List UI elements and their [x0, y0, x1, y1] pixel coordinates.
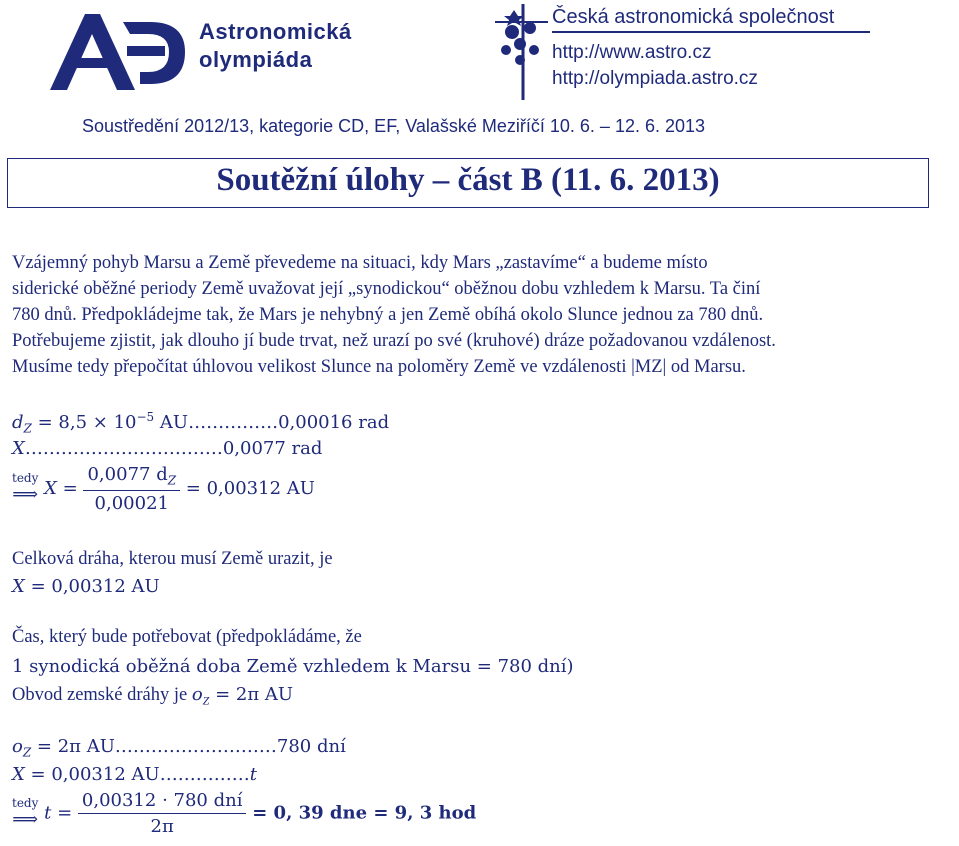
var-x: X: [12, 438, 25, 459]
sub-z: Z: [23, 421, 32, 436]
time-text: Čas, který bude potřebovat (předpokládáme, že: [12, 627, 362, 647]
result: = 0,00312 AU: [185, 477, 315, 499]
cas-divider: [552, 31, 870, 33]
event-line: Soustředění 2012/13, kategorie CD, EF, Valašské Meziříčí 10. 6. – 12. 6. 2013: [82, 116, 706, 136]
rad-value: 0,0077 rad: [222, 438, 323, 459]
paragraph-line-5: Musíme tedy přepočítat úhlovou velikost Slunce na poloměry Země ve vzdálenosti |MZ| od Marsu.: [12, 357, 746, 377]
paragraph-line-2: siderické oběžné periody Země uvažovat její „synodickou“ oběžnou dobu vzhledem k Marsu. Ta činí: [12, 279, 761, 299]
exponent: −5: [136, 410, 155, 424]
astronomicka-olympiada-logo: [45, 12, 195, 92]
paragraph-line-4: Potřebujeme zjistit, jak dlouho jí bude trvat, než urazí po své (kruhové) dráze požadovanou vzdálenost.: [12, 331, 776, 351]
implies-arrow: ⟹: [12, 809, 39, 830]
equation-x-rad: [12, 438, 322, 459]
equation-t-result: tedy ⟹ t = $\frac{\text{0,00312 · 780 dní}}{2\pi}$ = 0, 39 dne = 9, 3 hod: [12, 790, 477, 837]
lhs: X =: [44, 477, 78, 499]
cas-name: Česká astronomická společnost: [552, 6, 835, 28]
numerator: 0,0077 $d_Z$: [87, 464, 177, 488]
arrow-label: tedy: [12, 796, 39, 810]
cas-logo: [490, 2, 550, 102]
synodic-line: 1 synodická oběžná doba Země vzhledem k Marsu = 780 dní): [12, 656, 574, 677]
equation-x-result: [12, 464, 315, 514]
ao-title-line2: olympiáda: [199, 47, 313, 72]
unit: AU: [159, 412, 189, 433]
path-text: Celková dráha, kterou musí Země urazit, je: [12, 549, 333, 569]
numerator: 0,00312 · 780 dní: [81, 790, 243, 811]
rad-value: 0,00016 rad: [278, 412, 390, 433]
orbit-line: Obvod zemské dráhy je $o_Z = 2\pi$ AU: [12, 684, 294, 708]
paragraph-line-1: Vzájemný pohyb Marsu a Země převedeme na situaci, kdy Mars „zastavíme“ a budeme místo: [12, 253, 708, 273]
url-olympiada[interactable]: http://olympiada.astro.cz: [552, 68, 758, 89]
var-d: d: [12, 412, 24, 433]
denominator: 0,00021: [83, 490, 180, 514]
ao-title-line1: Astronomická: [199, 19, 352, 44]
arrow-label: tedy: [12, 471, 39, 486]
equation-x-t: X = 0,00312 AU……………t: [12, 764, 257, 785]
implies-arrow: ⟹: [12, 484, 39, 506]
dots: ……………………………: [24, 438, 223, 459]
fraction: [78, 790, 247, 837]
denominator: 2π: [78, 813, 247, 837]
eq-value: = 8,5 × 10: [37, 412, 137, 433]
path-value: X = 0,00312 AU: [12, 576, 160, 597]
page-title: Soutěžní úlohy – část B (11. 6. 2013): [216, 162, 720, 198]
equation-oz: $o_Z = 2\pi$ AU………………………780 dní: [12, 736, 346, 760]
final-result: = 0, 39 dne = 9, 3 hod: [252, 802, 477, 824]
fraction: [83, 464, 180, 514]
dots: ……………: [188, 412, 279, 433]
equation-dz: [12, 410, 389, 436]
paragraph-line-3: 780 dnů. Předpokládejme tak, že Mars je nehybný a jen Země obíhá okolo Slunce jednou za 780 dnů.: [12, 305, 764, 325]
ao-title: [199, 18, 352, 74]
url-astro[interactable]: http://www.astro.cz: [552, 42, 712, 63]
